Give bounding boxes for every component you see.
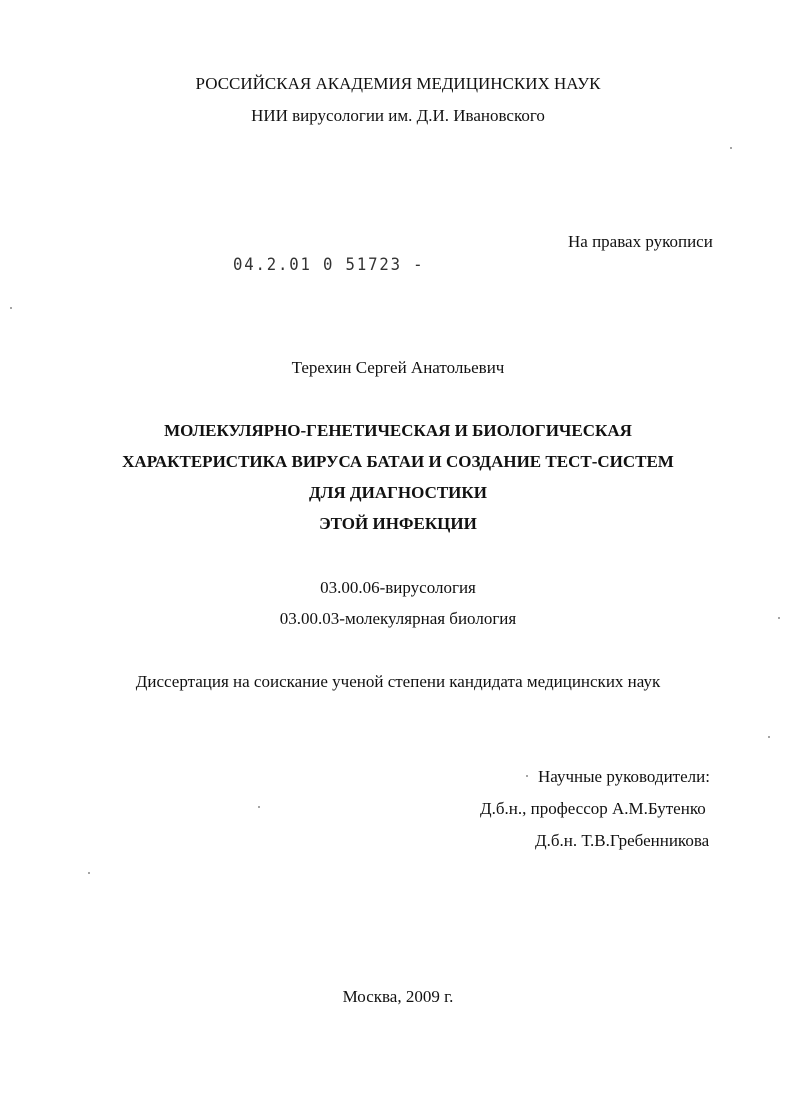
- scan-speck: [258, 806, 260, 808]
- author-name: Терехин Сергей Анатольевич: [291, 358, 505, 377]
- specialty-molecular-biology: 03.00.03-молекулярная биология: [279, 609, 517, 628]
- scan-speck: [88, 872, 90, 874]
- supervisor-grebennikova: Д.б.н. Т.В.Гребенникова: [535, 831, 710, 850]
- title-line-3: ДЛЯ ДИАГНОСТИКИ: [309, 483, 487, 502]
- scan-speck: [730, 147, 732, 149]
- title-line-1: МОЛЕКУЛЯРНО-ГЕНЕТИЧЕСКАЯ И БИОЛОГИЧЕСКАЯ: [164, 421, 632, 440]
- dissertation-note: Диссертация на соискание ученой степени кандидата медицинских наук: [135, 672, 661, 691]
- scan-speck: [768, 736, 770, 738]
- specialty-virology: 03.00.06-вирусология: [320, 578, 476, 597]
- place-and-year: Москва, 2009 г.: [342, 987, 454, 1006]
- scan-speck: [778, 617, 780, 619]
- registry-stamp: 04.2.01 0 51723 -: [233, 255, 425, 275]
- supervisors-label: Научные руководители:: [538, 767, 710, 786]
- title-line-4: ЭТОЙ ИНФЕКЦИИ: [319, 514, 477, 533]
- scan-speck: [526, 775, 528, 777]
- scan-speck: [10, 307, 12, 309]
- manuscript-note: На правах рукописи: [568, 232, 713, 251]
- institute-name: НИИ вирусологии им. Д.И. Ивановского: [251, 106, 545, 125]
- supervisor-butenko: Д.б.н., профессор А.М.Бутенко: [480, 799, 706, 818]
- academy-name: РОССИЙСКАЯ АКАДЕМИЯ МЕДИЦИНСКИХ НАУК: [195, 74, 601, 93]
- title-line-2: ХАРАКТЕРИСТИКА ВИРУСА БАТАИ И СОЗДАНИЕ ТЕСТ-СИСТЕМ: [122, 452, 674, 471]
